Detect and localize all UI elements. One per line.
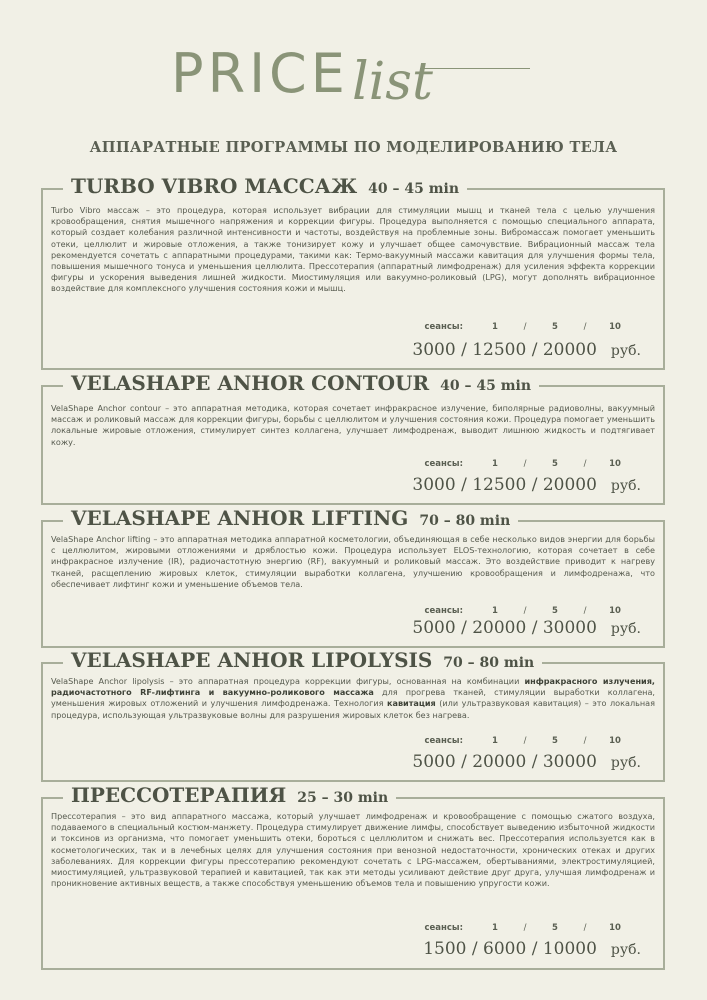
header-underline bbox=[420, 68, 530, 69]
service-description: VelaShape Anchor contour – это аппаратная методика, которая сочетает инфракрасное излучение, биполярные радиоволны, вакуумный массаж и роликовый массаж для коррекции фигуры, борьбы с целлюлитом и улучшения состояния кожи. Процедура помогает уменьшить локальные жировые отложения, стимулирует синтез коллагена, улучшает лимфодренаж, выводит лишнюю жидкость и подтягивает кожу. bbox=[51, 403, 655, 447]
price-row: 5000 / 20000 / 30000 руб. bbox=[412, 752, 641, 772]
service-title: ПРЕССОТЕРАПИЯ 25 – 30 min bbox=[63, 783, 396, 807]
service-duration: 70 – 80 min bbox=[443, 655, 535, 671]
service-description: Turbo Vibro массаж – это процедура, которая использует вибрации для стимуляции мышц и тканей тела с целью улучшения кровообращения, снятия мышечного напряжения и коррекции фигуры. Процедура выполняется с помощью специального аппарата, который создает колебания различной интенсивности и частоты, воздействуя на проблемные зоны. Вибромассаж помогает уменьшить отеки, целлюлит и жировые отложения, а также тонизирует кожу и улучшает общее самочувствие. Вибрационный массаж тела рекомендуется сочетать с аппаратными процедурами, такими как: Термо-вакуумный массажи кавитация для улучшения формы тела, повышения мышечного тонуса и уменьшения целлюлита. Прессотерапия (аппаратный лимфодренаж) для усиления эффекта коррекции фигуры и ускорения выведения лишней жидкости. Миостимуляция или вакуумно-роликовый (LPG), могут дополнять вибрационное воздействие для комплексного улучшения состояния кожи и мышц. bbox=[51, 205, 655, 294]
price-row: 3000 / 12500 / 20000 руб. bbox=[412, 475, 641, 495]
sessions-row: сеансы: 1 / 5 / 10 bbox=[424, 606, 621, 616]
service-description: Прессотерапия – это вид аппаратного массажа, который улучшает лимфодренаж и кровообращение с помощью сжатого воздуха, подаваемого в специальный костюм-манжету. Процедура стимулирует движение лимфы, способствует выведению избыточной жидкости и токсинов из организма, что помогает уменьшить отеки, бороться с целлюлитом и снижать вес. Прессотерапия используется как в косметологических, так и в лечебных целях для улучшения состояния при венозной недостаточности, хронических отеках и других заболеваниях. Для коррекции фигуры прессотерапию рекомендуют сочетать с LPG-массажем, обертываниями, электростимуляцией, миостимуляцией, ультразвуковой терапией и кавитацией, так как эти методы усиливают действие друг друга, улучшая лимфодренаж и проникновение активных веществ, а также способствуя уменьшению объемов тела и повышению упругости кожи. bbox=[51, 811, 655, 889]
service-title: VELASHAPE ANHOR LIPOLYSIS 70 – 80 min bbox=[63, 648, 542, 672]
service-duration: 40 – 45 min bbox=[440, 378, 532, 394]
service-description: VelaShape Anchor lipolysis – это аппаратная процедура коррекции фигуры, основанная на комбинации инфракрасного излучения, радиочастотного RF-лифтинга и вакуумно-роликового массажа для прогрева тканей, стимуляции выработки коллагена, уменьшения жировых отложений и улучшения лимфодренажа. Технология кавитация (или ультразвуковая кавитация) – это локальная процедура, использующая ультразвуковые волны для разрушения жировых клеток без нагрева. bbox=[51, 676, 656, 720]
page-header bbox=[0, 38, 707, 124]
service-duration: 25 – 30 min bbox=[297, 790, 389, 806]
service-card-contour bbox=[41, 371, 665, 505]
service-description: VelaShape Anchor lifting – это аппаратная методика аппаратной косметологии, объединяющая в себе несколько видов энергии для борьбы с целлюлитом, жировыми отложениями и дряблостью кожи. Процедура использует ELOS-технологию, которая сочетает в себе инфракрасное излучение (IR), радиочастотную энергию (RF), вакуумный и роликовый массаж. Это воздействие приводит к нагреву тканей, расщеплению жировых клеток, стимуляции выработки коллагена, улучшению кровообращения и лимфодренажа, что обеспечивает лифтинг кожи и уменьшение объемов тела. bbox=[51, 534, 655, 589]
service-card-lifting bbox=[41, 506, 665, 648]
sessions-row: сеансы: 1 / 5 / 10 bbox=[424, 459, 621, 469]
list-script-heading: list bbox=[352, 52, 433, 112]
service-duration: 40 – 45 min bbox=[368, 181, 460, 197]
price-heading: PRICE bbox=[171, 42, 349, 105]
service-title: TURBO VIBRO МАССАЖ 40 – 45 min bbox=[63, 174, 467, 198]
service-title: VELASHAPE ANHOR LIFTING 70 – 80 min bbox=[63, 506, 518, 530]
section-subtitle: АППАРАТНЫЕ ПРОГРАММЫ ПО МОДЕЛИРОВАНИЮ ТЕЛА bbox=[89, 139, 618, 156]
sessions-row: сеансы: 1 / 5 / 10 bbox=[424, 322, 621, 332]
price-row: 5000 / 20000 / 30000 руб. bbox=[412, 618, 641, 638]
service-title: VELASHAPE ANHOR CONTOUR 40 – 45 min bbox=[63, 371, 539, 395]
price-row: 3000 / 12500 / 20000 руб. bbox=[412, 340, 641, 360]
sessions-row: сеансы: 1 / 5 / 10 bbox=[424, 736, 621, 746]
service-card-turbo-vibro bbox=[41, 174, 665, 370]
service-card-lipolysis bbox=[41, 648, 665, 782]
price-row: 1500 / 6000 / 10000 руб. bbox=[423, 939, 641, 959]
service-duration: 70 – 80 min bbox=[419, 513, 511, 529]
sessions-row: сеансы: 1 / 5 / 10 bbox=[424, 923, 621, 933]
service-card-pressotherapy bbox=[41, 783, 665, 970]
